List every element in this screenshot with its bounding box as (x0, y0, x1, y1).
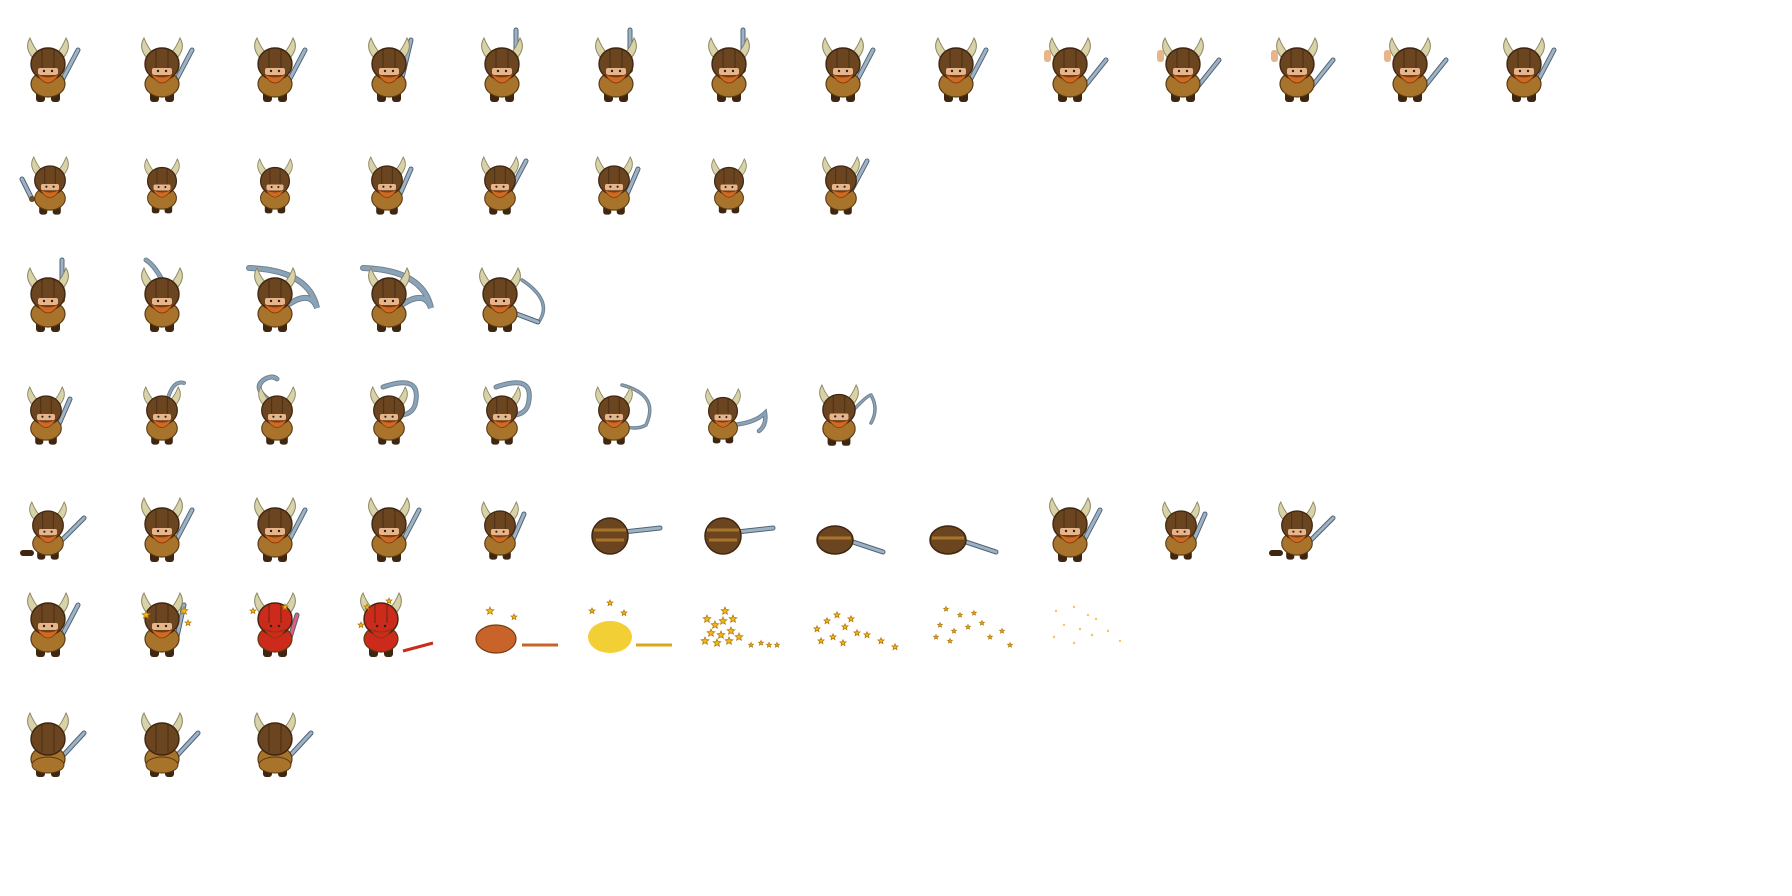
viking-sprite-swing-big (353, 250, 453, 350)
sprite-frame (807, 480, 907, 580)
sprite-frame (693, 575, 793, 675)
viking-sprite-stand (239, 20, 339, 120)
viking-sprite-side-arc (466, 365, 566, 465)
viking-sprite-side-up (466, 135, 566, 235)
viking-sprite-side-small (693, 135, 793, 235)
sprite-frame (580, 480, 680, 580)
viking-sprite-swing-down (466, 250, 566, 350)
sprite-frame (693, 480, 793, 580)
sprite-frame (239, 480, 339, 580)
viking-sprite-raise (580, 20, 680, 120)
sprite-frame (239, 135, 339, 235)
sprite-frame (807, 575, 907, 675)
sprite-frame (239, 575, 339, 675)
sprite-frame (239, 365, 339, 465)
viking-sprite-lunge (1261, 480, 1361, 580)
viking-sprite-back (126, 695, 226, 795)
viking-sprite-side-up (807, 135, 907, 235)
viking-sprite-side-back (12, 135, 112, 235)
viking-sprite-roll-low (807, 480, 907, 580)
viking-sprite-stand (920, 20, 1020, 120)
sprite-frame (1261, 480, 1361, 580)
viking-sprite-side-hook-front (807, 365, 907, 465)
sprite-frame (239, 20, 339, 120)
sprite-frame (239, 250, 339, 350)
sheet-title (0, 0, 1, 1)
sprite-frame (12, 575, 112, 675)
sprite-frame (12, 135, 112, 235)
viking-sprite-side-hook (126, 365, 226, 465)
viking-sprite-raise-back (126, 250, 226, 350)
viking-sprite-flash (580, 575, 680, 675)
sprite-frame (126, 480, 226, 580)
sprite-frame (920, 480, 1020, 580)
sprite-frame (353, 135, 453, 235)
viking-sprite-back (12, 695, 112, 795)
sprite-frame (580, 575, 680, 675)
sprite-frame (12, 480, 112, 580)
viking-sprite-side-hook-back (239, 365, 339, 465)
sprite-frame (466, 575, 566, 675)
viking-sprite-hurt-burst (353, 575, 453, 675)
sprite-frame (807, 20, 907, 120)
sprite-frame (126, 365, 226, 465)
sprite-frame (1034, 20, 1134, 120)
viking-sprite-stars-fade (1034, 575, 1134, 675)
viking-sprite-side (12, 365, 112, 465)
sprite-frame (353, 250, 453, 350)
sprite-frame (12, 20, 112, 120)
sprite-frame (466, 20, 566, 120)
sprite-frame (126, 695, 226, 795)
viking-sprite-wave (1034, 20, 1134, 120)
sprite-frame (1147, 480, 1247, 580)
viking-sprite-stars-dense (693, 575, 793, 675)
viking-sprite-stand (1488, 20, 1588, 120)
sprite-frame (580, 20, 680, 120)
sprite-frame (239, 695, 339, 795)
viking-sprite-side-small (239, 135, 339, 235)
sprite-frame (126, 575, 226, 675)
sprite-frame (580, 365, 680, 465)
viking-sprite-wave (1374, 20, 1474, 120)
viking-sprite-side-arc (353, 365, 453, 465)
sprite-frame (353, 20, 453, 120)
viking-sprite-side-low (693, 365, 793, 465)
sprite-frame (920, 20, 1020, 120)
sprite-frame (126, 250, 226, 350)
viking-sprite-back (239, 695, 339, 795)
sprite-frame (466, 480, 566, 580)
viking-sprite-side (466, 480, 566, 580)
viking-sprite-side-small (126, 135, 226, 235)
viking-sprite-roll (580, 480, 680, 580)
viking-sprite-stand-up (353, 20, 453, 120)
viking-sprite-side (1147, 480, 1247, 580)
sprite-frame (693, 365, 793, 465)
viking-sprite-raise (12, 250, 112, 350)
sprite-frame (920, 575, 1020, 675)
viking-sprite-raise (466, 20, 566, 120)
viking-sprite-stunned (126, 575, 226, 675)
sprite-frame (353, 365, 453, 465)
viking-sprite-wave (1147, 20, 1247, 120)
sprite-frame (693, 20, 793, 120)
viking-sprite-stand (807, 20, 907, 120)
viking-sprite-side (353, 135, 453, 235)
sprite-frame (12, 365, 112, 465)
sprite-frame (693, 135, 793, 235)
viking-sprite-stars-mid (807, 575, 907, 675)
sprite-frame (466, 250, 566, 350)
viking-sprite-side-arc-thin (580, 365, 680, 465)
viking-sprite-stand (126, 480, 226, 580)
viking-sprite-roll-low (920, 480, 1020, 580)
sprite-frame (1261, 20, 1361, 120)
sprite-frame (1034, 575, 1134, 675)
sprite-frame (466, 365, 566, 465)
viking-sprite-stand (1034, 480, 1134, 580)
viking-sprite-stand (12, 20, 112, 120)
viking-sprite-stand (239, 480, 339, 580)
sprite-frame (466, 135, 566, 235)
sprite-frame (12, 250, 112, 350)
sprite-frame (12, 695, 112, 795)
viking-sprite-stand (126, 20, 226, 120)
viking-sprite-stars-sparse (920, 575, 1020, 675)
viking-sprite-raise (693, 20, 793, 120)
viking-sprite-stand (353, 480, 453, 580)
sprite-frame (353, 575, 453, 675)
viking-sprite-swing-big (239, 250, 339, 350)
sprite-frame (1147, 20, 1247, 120)
sprite-frame (580, 135, 680, 235)
sprite-frame (807, 135, 907, 235)
sprite-frame (353, 480, 453, 580)
sprite-frame (1034, 480, 1134, 580)
viking-sprite-lunge (12, 480, 112, 580)
sprite-frame (1488, 20, 1588, 120)
sprite-frame (126, 20, 226, 120)
viking-sprite-hurt-fallen (466, 575, 566, 675)
viking-sprite-stand (12, 575, 112, 675)
sprite-frame (807, 365, 907, 465)
sprite-frame (1374, 20, 1474, 120)
viking-sprite-wave (1261, 20, 1361, 120)
viking-sprite-hurt-red (239, 575, 339, 675)
viking-sprite-side (580, 135, 680, 235)
viking-sprite-roll (693, 480, 793, 580)
sprite-frame (126, 135, 226, 235)
